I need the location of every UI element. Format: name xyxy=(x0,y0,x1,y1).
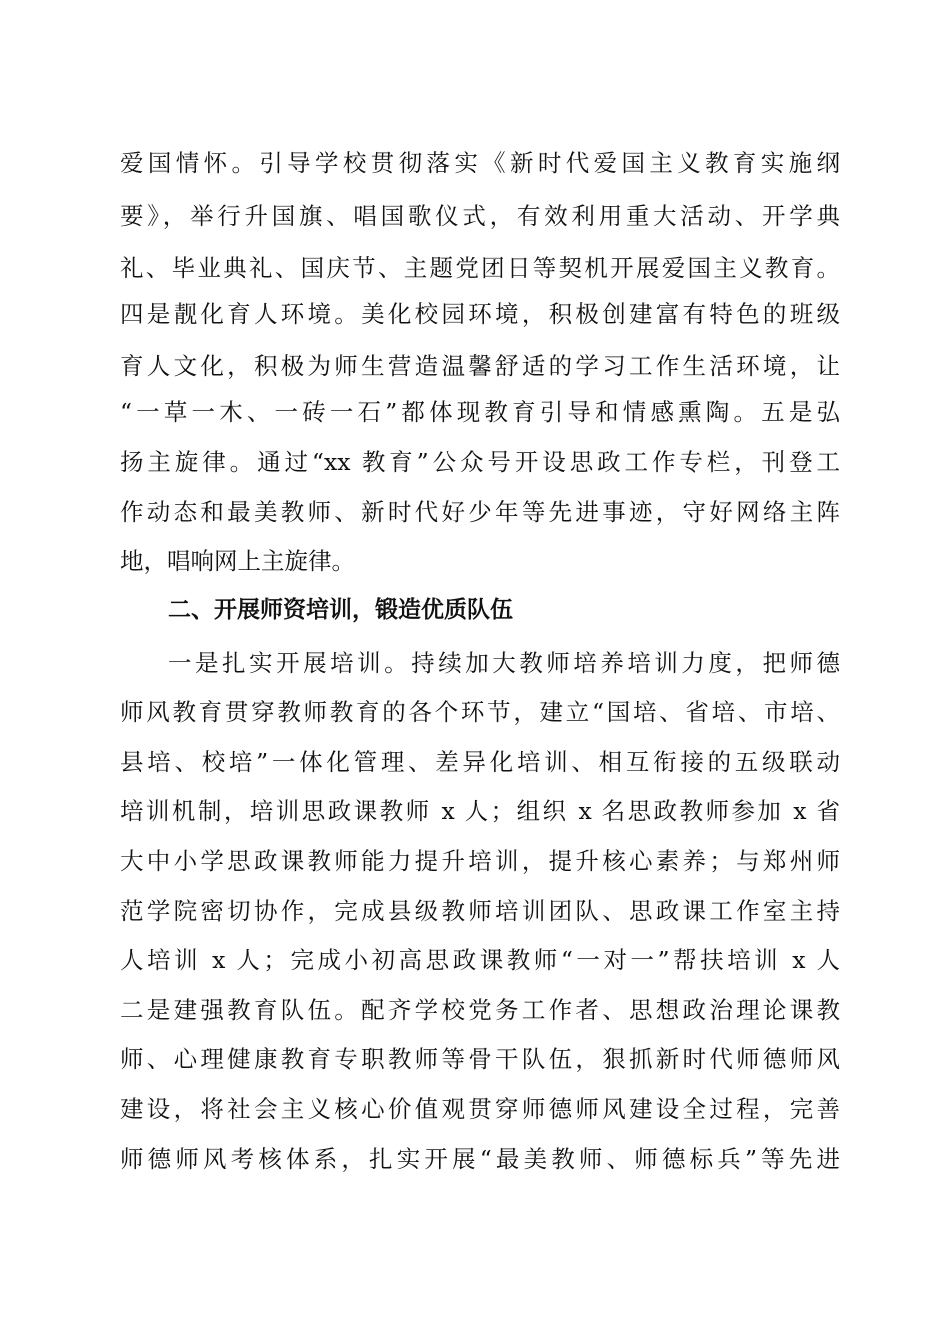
text-line: 大中小学思政课教师能力提升培训，提升核心素养；与郑州师 xyxy=(120,847,840,875)
text-line: 建设，将社会主义核心价值观贯穿师德师风建设全过程，完善 xyxy=(120,1095,840,1123)
text-line: 培训机制，培训思政课教师 x 人；组织 x 名思政教师参加 x 省 xyxy=(120,797,840,825)
text-line: 地，唱响网上主旋律。 xyxy=(120,547,355,575)
text-line: 师风教育贯穿教师教育的各个环节，建立“国培、省培、市培、 xyxy=(120,698,840,726)
text-line: 师、心理健康教育专职教师等骨干队伍，狠抓新时代师德师风 xyxy=(120,1045,840,1073)
text-line: 礼、毕业典礼、国庆节、主题党团日等契机开展爱国主义教育。 xyxy=(120,254,840,282)
text-line: 作动态和最美教师、新时代好少年等先进事迹，守好网络主阵 xyxy=(120,498,840,526)
section-heading: 二、开展师资培训，锻造优质队伍 xyxy=(168,597,513,623)
text-line: 爱国情怀。引导学校贯彻落实《新时代爱国主义教育实施纲 xyxy=(120,149,840,177)
text-line: 扬主旋律。通过“xx 教育”公众号开设思政工作专栏，刊登工 xyxy=(120,448,840,476)
text-line: 要》，举行升国旗、唱国歌仪式，有效利用重大活动、开学典 xyxy=(120,202,840,230)
text-line: “一草一木、一砖一石”都体现教育引导和情感熏陶。五是弘 xyxy=(120,398,840,426)
text-line: 县培、校培”一体化管理、差异化培训、相互衔接的五级联动 xyxy=(120,748,840,776)
text-line: 人培训 x 人；完成小初高思政课教师“一对一”帮扶培训 x 人 xyxy=(120,946,840,974)
text-line: 二是建强教育队伍。配齐学校党务工作者、思想政治理论课教 xyxy=(120,996,840,1024)
text-line: 一是扎实开展培训。持续加大教师培养培训力度，把师德 xyxy=(168,649,840,677)
text-line: 师德师风考核体系，扎实开展“最美教师、师德标兵”等先进 xyxy=(120,1145,840,1173)
text-line: 四是靓化育人环境。美化校园环境，积极创建富有特色的班级 xyxy=(120,300,840,328)
text-line: 育人文化，积极为师生营造温馨舒适的学习工作生活环境，让 xyxy=(120,352,840,380)
text-line: 范学院密切协作，完成县级教师培训团队、思政课工作室主持 xyxy=(120,897,840,925)
